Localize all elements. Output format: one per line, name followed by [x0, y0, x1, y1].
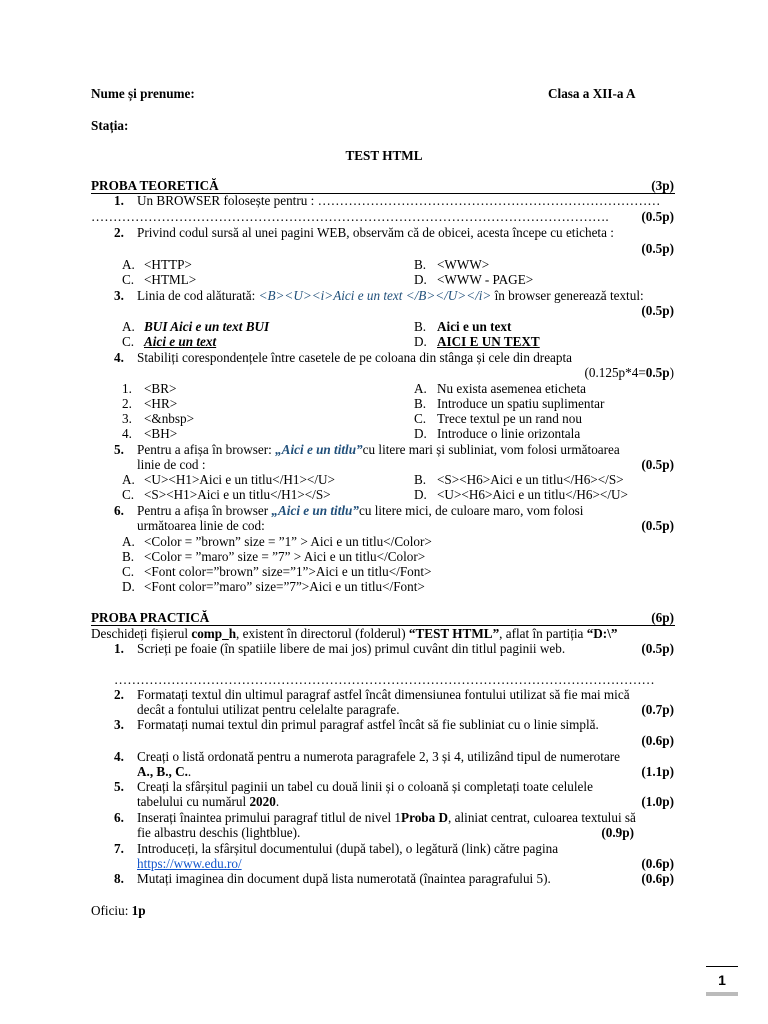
q6-text-post: cu litere mici, de culoare maro, vom folosi — [358, 503, 584, 518]
q3-text — [137, 288, 644, 304]
p3-text: Formatați numai textul din primul paragraf astfel încât să fie subliniat cu o linie simplă. — [137, 717, 599, 732]
p5-text: Creați la sfârșitul paginii un tabel cu două linii și o coloană și completați toate celulele — [137, 779, 593, 794]
q5-option-d-letter: D. — [414, 487, 427, 502]
p5-line2-bold: 2020 — [249, 794, 276, 809]
p1-text: Scrieți pe foaie (în spatiile libere de mai jos) primul cuvânt din titlul paginii web. — [137, 641, 566, 656]
q1-number: 1. — [114, 193, 124, 208]
q3-option-d-letter: D. — [414, 334, 427, 349]
q4-left-4-num: 4. — [122, 426, 132, 441]
q4-points-pre: (0.125p*4= — [584, 365, 646, 380]
q4-points-bold: 0.5p — [645, 365, 670, 380]
practice-intro-1: Deschideți fișierul — [91, 626, 192, 641]
p8-text: Mutați imaginea din document după lista numerotată (înaintea paragrafului 5). — [137, 871, 551, 886]
p8-number: 8. — [114, 871, 124, 886]
oficiu-points: 1p — [131, 903, 146, 918]
theory-heading: PROBA TEORETICĂ — [91, 178, 219, 193]
q4-points — [548, 365, 674, 381]
q6-points: (0.5p) — [641, 518, 674, 533]
p7-points: (0.6p) — [641, 856, 674, 871]
q1-answer-dots: ………………………………………………………………………………………………………. — [91, 209, 609, 224]
q4-left-2-num: 2. — [122, 396, 132, 411]
q3-points: (0.5p) — [641, 303, 674, 318]
q2-points: (0.5p) — [641, 241, 674, 256]
p2-number: 2. — [114, 687, 124, 702]
q6-quote: „Aici e un titlu” — [271, 503, 359, 518]
q5-option-a-letter: A. — [122, 472, 135, 487]
p4-text-line2 — [137, 764, 191, 780]
q5-option-a: <U><H1>Aici e un titlu</H1></U> — [144, 472, 335, 487]
practice-intro-file: comp_h — [191, 626, 237, 641]
p6-text-pre: Inserați înaintea primului paragraf titlul de nivel 1 — [137, 810, 402, 825]
q4-right-c-letter: C. — [414, 411, 427, 426]
q4-right-d-letter: D. — [414, 426, 427, 441]
q6-option-b: <Color = ”maro” size = ”7” > Aici e un titlu</Color> — [144, 549, 426, 564]
p5-text-line2 — [137, 794, 279, 810]
p5-line2-post: . — [275, 794, 280, 809]
p3-points: (0.6p) — [641, 733, 674, 748]
q4-left-1: <BR> — [144, 381, 177, 396]
p4-number: 4. — [114, 749, 124, 764]
practice-intro-drive: “D:\” — [586, 626, 618, 641]
q4-right-d: Introduce o linie orizontala — [437, 426, 581, 441]
page-title: TEST HTML — [345, 148, 423, 163]
q3-option-c-letter: C. — [122, 334, 135, 349]
q2-option-a-letter: A. — [122, 257, 135, 272]
practice-intro-2: , existent în directorul (folderul) — [236, 626, 409, 641]
q6-option-a-letter: A. — [122, 534, 135, 549]
q3-option-c: Aici e un text — [144, 334, 217, 349]
q1-text: Un BROWSER folosește pentru : …………………………………………………………………… — [137, 193, 661, 208]
oficiu — [91, 903, 146, 919]
q4-left-3-num: 3. — [122, 411, 132, 426]
q6-text — [137, 503, 583, 519]
theory-points: (3p) — [651, 178, 674, 193]
q6-option-c-letter: C. — [122, 564, 135, 579]
q3-option-a: BUI Aici e un text BUI — [144, 319, 270, 334]
p3-number: 3. — [114, 717, 124, 732]
p7-text: Introduceți, la sfârșitul documentului (după tabel), o legătură (link) către pagina — [137, 841, 559, 856]
p2-points: (0.7p) — [641, 702, 674, 717]
q4-left-3: <&nbsp> — [144, 411, 195, 426]
q2-option-a: <HTTP> — [144, 257, 192, 272]
q5-points: (0.5p) — [641, 457, 674, 472]
p6-text — [137, 810, 636, 826]
p1-points: (0.5p) — [641, 641, 674, 656]
q6-option-a: <Color = ”brown” size = ”1” > Aici e un titlu</Color> — [144, 534, 432, 549]
page-number-bar — [706, 992, 738, 996]
q4-right-b-letter: B. — [414, 396, 427, 411]
q4-left-4: <BH> — [144, 426, 178, 441]
q3-option-b-letter: B. — [414, 319, 427, 334]
oficiu-label: Oficiu: — [91, 903, 132, 918]
q5-text-pre: Pentru a afișa în browser: — [137, 442, 276, 457]
name-label: Nume și prenume: — [91, 86, 195, 101]
q5-option-c-letter: C. — [122, 487, 135, 502]
q2-number: 2. — [114, 225, 124, 240]
q4-points-post: ) — [669, 365, 674, 380]
q4-left-2: <HR> — [144, 396, 178, 411]
p4-line2-post: . — [187, 764, 192, 779]
q2-option-c: <HTML> — [144, 272, 197, 287]
q4-right-a: Nu exista asemenea eticheta — [437, 381, 587, 396]
p6-points: (0.9p) — [601, 825, 634, 840]
q5-option-d: <U><H6>Aici e un titlu</H6></U> — [437, 487, 628, 502]
q4-right-c: Trece textul pe un rand nou — [437, 411, 582, 426]
q6-option-b-letter: B. — [122, 549, 135, 564]
p2-text-line2: decât a fontului utilizat pentru celelalte paragrafe. — [137, 702, 400, 717]
p4-points: (1.1p) — [641, 764, 674, 779]
p1-number: 1. — [114, 641, 124, 656]
p5-points: (1.0p) — [641, 794, 674, 809]
station-label: Stația: — [91, 118, 129, 133]
p2-text: Formatați textul din ultimul paragraf astfel încât dimensiunea fontului utilizat să fie mai mică — [137, 687, 630, 702]
q6-option-d-letter: D. — [122, 579, 135, 594]
q3-option-d: AICI E UN TEXT — [437, 334, 540, 349]
p4-text: Creați o listă ordonată pentru a numerota paragrafele 2, 3 și 4, utilizând tipul de numerotare — [137, 749, 621, 764]
class-label: Clasa a XII-a A — [548, 86, 636, 101]
q4-right-b: Introduce un spatiu suplimentar — [437, 396, 605, 411]
page-number: 1 — [718, 972, 726, 988]
q5-number: 5. — [114, 442, 124, 457]
q5-text-post: cu litere mari și subliniat, vom folosi următoarea — [362, 442, 620, 457]
p6-text-bold: Proba D — [401, 810, 449, 825]
q5-option-b: <S><H6>Aici e un titlu</H6></S> — [437, 472, 624, 487]
q4-number: 4. — [114, 350, 124, 365]
q6-option-d: <Font color=”maro” size=”7”>Aici e un titlu</Font> — [144, 579, 425, 594]
p6-number: 6. — [114, 810, 124, 825]
q2-option-b: <WWW> — [437, 257, 490, 272]
q5-quote: „Aici e un titlu” — [275, 442, 363, 457]
q2-option-c-letter: C. — [122, 272, 135, 287]
p7-number: 7. — [114, 841, 124, 856]
q4-right-a-letter: A. — [414, 381, 427, 396]
p4-line2-bold: A., B., C. — [137, 764, 188, 779]
q5-option-c: <S><H1>Aici e un titlu</H1></S> — [144, 487, 331, 502]
q3-text-pre: Linia de cod alăturată: — [137, 288, 259, 303]
p6-text-line2: fie albastru deschis (lightblue). — [137, 825, 301, 840]
q5-text-line2: linie de cod : — [137, 457, 206, 472]
q4-text: Stabiliți corespondențele între casetele de pe coloana din stânga și cele din dreapta — [137, 350, 573, 365]
p7-link[interactable]: https://www.edu.ro/ — [137, 856, 242, 871]
p6-text-post: , aliniat centrat, culoarea textului să — [448, 810, 636, 825]
practice-heading: PROBA PRACTICĂ — [91, 610, 210, 625]
q2-option-d-letter: D. — [414, 272, 427, 287]
q6-number: 6. — [114, 503, 124, 518]
p1-answer-dots: …………………………………………………………………………………………………………… — [114, 672, 655, 687]
p5-number: 5. — [114, 779, 124, 794]
practice-intro — [91, 626, 617, 642]
q3-code: <B><U><i>Aici e un text </B></U></i> — [258, 288, 492, 303]
p8-points: (0.6p) — [641, 871, 674, 886]
q2-option-b-letter: B. — [414, 257, 427, 272]
q3-option-a-letter: A. — [122, 319, 135, 334]
q6-text-line2: următoarea linie de cod: — [137, 518, 265, 533]
practice-intro-3: , aflat în partiția — [499, 626, 587, 641]
practice-points: (6p) — [651, 610, 674, 625]
q3-number: 3. — [114, 288, 124, 303]
q6-text-pre: Pentru a afișa în browser — [137, 503, 272, 518]
practice-intro-folder: “TEST HTML” — [408, 626, 500, 641]
q6-option-c: <Font color=”brown” size=”1”>Aici e un titlu</Font> — [144, 564, 432, 579]
p5-line2-pre: tabelului cu numărul — [137, 794, 250, 809]
q1-points: (0.5p) — [641, 209, 674, 224]
q5-text — [137, 442, 620, 458]
q3-option-b: Aici e un text — [437, 319, 512, 334]
q3-text-post: în browser generează textul: — [491, 288, 644, 303]
q4-left-1-num: 1. — [122, 381, 132, 396]
q2-option-d: <WWW - PAGE> — [437, 272, 534, 287]
q2-text: Privind codul sursă al unei pagini WEB, observăm că de obicei, acesta începe cu eticheta : — [137, 225, 614, 240]
q5-option-b-letter: B. — [414, 472, 427, 487]
